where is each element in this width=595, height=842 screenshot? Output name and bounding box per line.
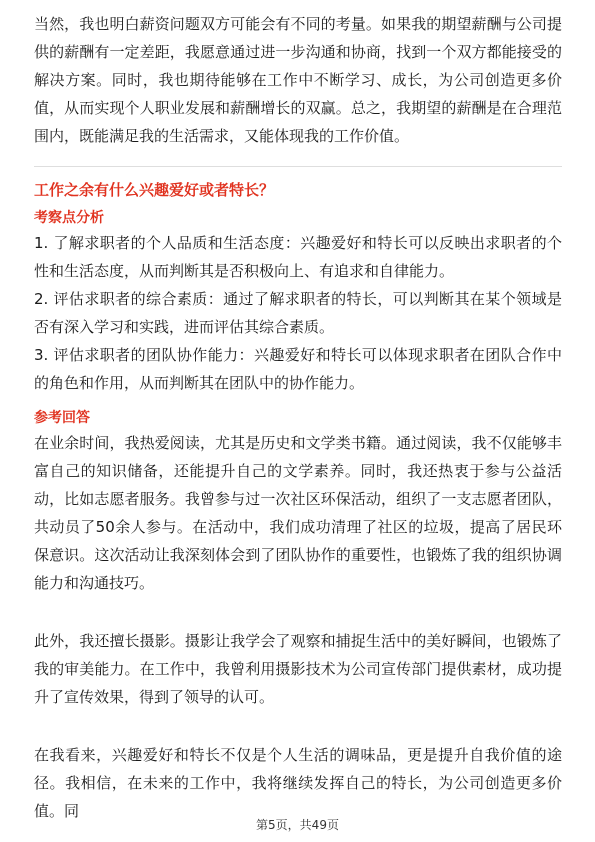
section-divider <box>34 166 562 167</box>
analysis-list <box>34 229 562 397</box>
answer-paragraph: 在我看来，兴趣爱好和特长不仅是个人生活的调味品，更是提升自我价值的途径。我相信，在未来的工作中，我将继续发挥自己的特长，为公司创造更多价值。同 <box>34 746 562 820</box>
analysis-item: 3. 评估求职者的团队协作能力：兴趣爱好和特长可以体现求职者在团队合作中的角色和作用，从而判断其在团队中的协作能力。 <box>34 346 562 392</box>
analysis-item: 1. 了解求职者的个人品质和生活态度：兴趣爱好和特长可以反映出求职者的个性和生活态度，从而判断其是否积极向上、有追求和自律能力。 <box>34 234 562 280</box>
question-heading: 工作之余有什么兴趣爱好或者特长？ <box>34 181 275 199</box>
answer-heading: 参考回答 <box>34 410 90 426</box>
answer-paragraph: 在业余时间，我热爱阅读，尤其是历史和文学类书籍。通过阅读，我不仅能够丰富自己的知识储备，还能提升自己的文学素养。同时，我还热衷于参与公益活动，比如志愿者服务。我曾参与过一次社区环保活动，组织了一支志愿者团队，共动员了50余人参与。在活动中，我们成功清理了社区的垃圾，提高了居民环保意识。这次活动让我深刻体会到了团队协作的重要性，也锻炼了我的组织协调能力和沟通技巧。 <box>34 434 562 592</box>
analysis-item: 2. 评估求职者的综合素质：通过了解求职者的特长，可以判断其在某个领域是否有深入学习和实践，进而评估其综合素质。 <box>34 290 562 336</box>
document-page <box>34 10 562 825</box>
analysis-heading: 考察点分析 <box>34 210 104 226</box>
page-number: 第5页，共49页 <box>256 818 339 832</box>
intro-paragraph: 当然，我也明白薪资问题双方可能会有不同的考量。如果我的期望薪酬与公司提供的薪酬有一定差距，我愿意通过进一步沟通和协商，找到一个双方都能接受的解决方案。同时，我也期待能够在工作中不断学习、成长，为公司创造更多价值，从而实现个人职业发展和薪酬增长的双赢。总之，我期望的薪酬是在合理范围内，既能满足我的生活需求，又能体现我的工作价值。 <box>34 15 562 145</box>
answer-paragraph: 此外，我还擅长摄影。摄影让我学会了观察和捕捉生活中的美好瞬间，也锻炼了我的审美能力。在工作中，我曾利用摄影技术为公司宣传部门提供素材，成功提升了宣传效果，得到了领导的认可。 <box>34 632 562 706</box>
